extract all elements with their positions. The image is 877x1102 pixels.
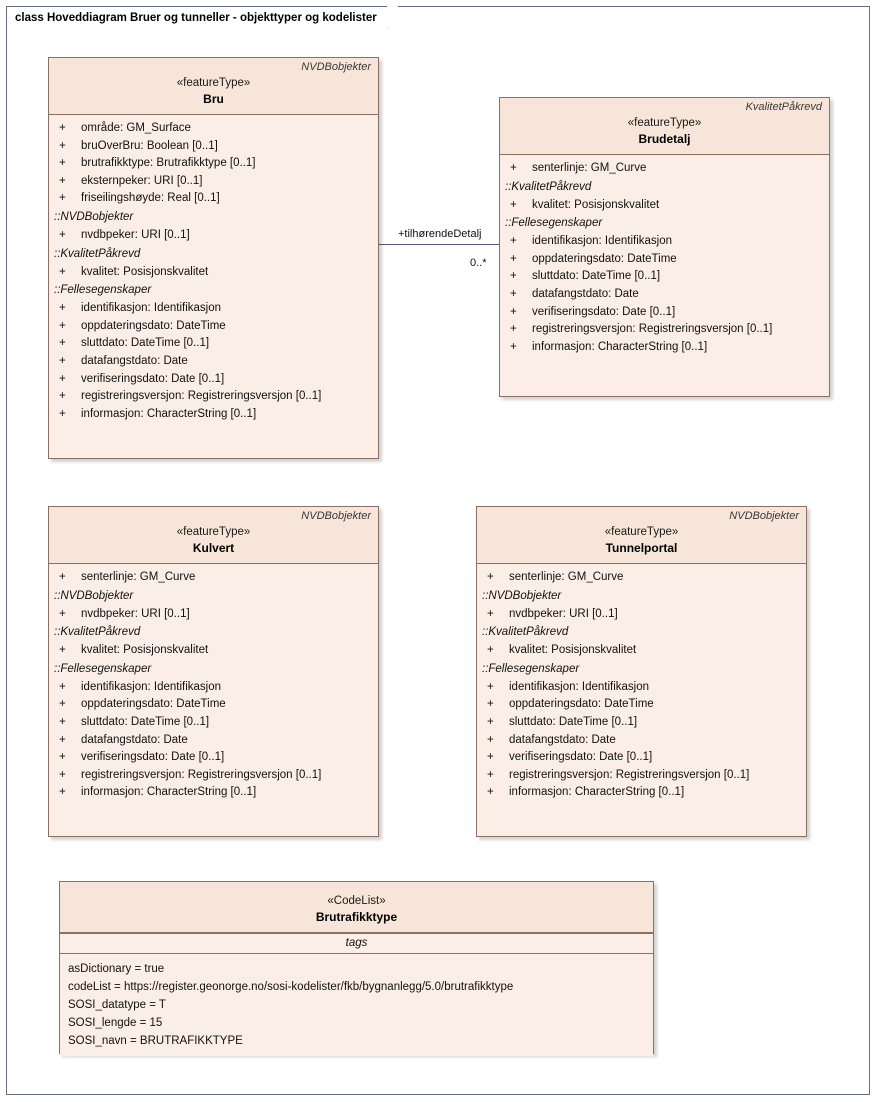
visibility-marker: + <box>59 157 66 170</box>
visibility-marker: + <box>487 768 494 781</box>
visibility-marker: + <box>510 270 517 283</box>
attribute-row: + verifiseringsdato: Date [0..1] <box>49 371 378 389</box>
attribute-row: + datafangstdato: Date <box>49 732 378 750</box>
class-body-kulvert <box>49 564 378 808</box>
stereotype-tunnelportal: «featureType» <box>604 526 679 538</box>
visibility-marker: + <box>59 698 66 711</box>
package-label-kulvert: NVDBobjekter <box>301 510 371 522</box>
package-label-tunnelportal: NVDBobjekter <box>729 510 799 522</box>
visibility-marker: + <box>59 733 66 746</box>
attribute-row: + datafangstdato: Date <box>49 353 378 371</box>
attribute-row: + oppdateringsdato: DateTime <box>477 696 806 714</box>
stereotype-brudetalj: «featureType» <box>627 117 702 129</box>
class-header-bru <box>49 58 378 115</box>
association-multiplicity-label: 0..* <box>470 257 487 269</box>
attribute-group-label: ::Fellesegenskaper <box>505 217 603 230</box>
visibility-marker: + <box>59 768 66 781</box>
attribute-row: + bruOverBru: Boolean [0..1] <box>49 138 378 156</box>
attribute-row: + verifiseringsdato: Date [0..1] <box>477 749 806 767</box>
visibility-marker: + <box>59 680 66 693</box>
diagram-title-tab <box>6 6 388 28</box>
visibility-marker: + <box>510 323 517 336</box>
attribute-group-label: ::NVDBobjekter <box>54 210 134 223</box>
attribute-row: + kvalitet: Posisjonskvalitet <box>49 642 378 660</box>
class-name-brutrafikktype: Brutrafikktype <box>315 910 398 924</box>
class-header-brudetalj <box>500 98 829 155</box>
class-header-tunnelportal <box>477 507 806 564</box>
attribute-row: + område: GM_Surface <box>49 120 378 138</box>
class-name-tunnelportal: Tunnelportal <box>605 541 678 555</box>
attribute-group-label: ::Fellesegenskaper <box>54 284 152 297</box>
visibility-marker: + <box>59 372 66 385</box>
package-label-brudetalj: KvalitetPåkrevd <box>745 101 822 113</box>
class-name-bru: Bru <box>203 92 224 106</box>
attribute-row: + oppdateringsdato: DateTime <box>49 696 378 714</box>
association-role-label: +tilhørendeDetalj <box>398 228 482 240</box>
tag-row: SOSI_navn = BRUTRAFIKKTYPE <box>68 1035 243 1047</box>
package-label-bru: NVDBobjekter <box>301 61 371 73</box>
visibility-marker: + <box>59 192 66 205</box>
attribute-row: + datafangstdato: Date <box>477 732 806 750</box>
attribute-group-label: ::Fellesegenskaper <box>54 662 152 675</box>
stereotype-brutrafikktype: «CodeList» <box>327 895 386 907</box>
visibility-marker: + <box>487 733 494 746</box>
attribute-row: + nvdbpeker: URI [0..1] <box>49 606 378 624</box>
attribute-group-label: ::KvalitetPåkrevd <box>505 180 592 193</box>
visibility-marker: + <box>510 252 517 265</box>
visibility-marker: + <box>59 302 66 315</box>
attribute-row: + registreringsversjon: Registreringsversjon [0..1] <box>477 767 806 785</box>
tag-row: SOSI_lengde = 15 <box>68 1017 163 1029</box>
attribute-group-label: ::KvalitetPåkrevd <box>482 626 569 639</box>
tag-row: codeList = https://register.geonorge.no/sosi-kodelister/fkb/bygnanlegg/5.0/brutrafikktype <box>68 981 514 993</box>
visibility-marker: + <box>59 751 66 764</box>
class-header-kulvert <box>49 507 378 564</box>
attribute-row: + sluttdato: DateTime [0..1] <box>49 714 378 732</box>
attribute-row: + identifikasjon: Identifikasjon <box>49 300 378 318</box>
attribute-row: + sluttdato: DateTime [0..1] <box>477 714 806 732</box>
visibility-marker: + <box>59 174 66 187</box>
visibility-marker: + <box>59 571 66 583</box>
attribute-row: + registreringsversjon: Registreringsversjon [0..1] <box>49 767 378 785</box>
attribute-group-label: ::Fellesegenskaper <box>482 662 580 675</box>
visibility-marker: + <box>487 680 494 693</box>
attribute-group-label: ::NVDBobjekter <box>482 589 562 602</box>
class-header-brutrafikktype <box>60 882 653 933</box>
stereotype-kulvert: «featureType» <box>176 526 251 538</box>
visibility-marker: + <box>487 786 494 799</box>
visibility-marker: + <box>59 122 66 134</box>
diagram-title: class Hoveddiagram Bruer og tunneller - objekttyper og kodelister <box>15 11 377 24</box>
visibility-marker: + <box>59 407 66 420</box>
association-line-horizontal <box>379 244 500 245</box>
attribute-row: + kvalitet: Posisjonskvalitet <box>49 264 378 282</box>
class-box-bru[interactable] <box>48 57 379 459</box>
visibility-marker: + <box>510 235 517 248</box>
visibility-marker: + <box>487 607 494 620</box>
visibility-marker: + <box>510 305 517 318</box>
attribute-row: + informasjon: CharacterString [0..1] <box>477 784 806 802</box>
visibility-marker: + <box>59 786 66 799</box>
class-body-brutrafikktype <box>60 954 653 1056</box>
visibility-marker: + <box>59 644 66 657</box>
attribute-row: + oppdateringsdato: DateTime <box>500 251 829 269</box>
attribute-row: + kvalitet: Posisjonskvalitet <box>477 642 806 660</box>
class-box-kulvert[interactable] <box>48 506 379 837</box>
attribute-row: + informasjon: CharacterString [0..1] <box>49 406 378 424</box>
visibility-marker: + <box>59 390 66 403</box>
class-body-tunnelportal <box>477 564 806 808</box>
attribute-group-label: ::KvalitetPåkrevd <box>54 626 141 639</box>
visibility-marker: + <box>59 354 66 367</box>
attribute-row: + identifikasjon: Identifikasjon <box>477 679 806 697</box>
visibility-marker: + <box>59 265 66 278</box>
attribute-row: + informasjon: CharacterString [0..1] <box>500 339 829 357</box>
attribute-row: + verifiseringsdato: Date [0..1] <box>500 304 829 322</box>
attribute-row: + identifikasjon: Identifikasjon <box>49 679 378 697</box>
visibility-marker: + <box>59 228 66 241</box>
attribute-group-label: ::KvalitetPåkrevd <box>54 247 141 260</box>
class-body-bru <box>49 115 378 429</box>
attribute-row: + datafangstdato: Date <box>500 286 829 304</box>
attribute-row: + sluttdato: DateTime [0..1] <box>500 268 829 286</box>
attribute-row: + oppdateringsdato: DateTime <box>49 318 378 336</box>
visibility-marker: + <box>510 340 517 353</box>
visibility-marker: + <box>487 571 494 583</box>
visibility-marker: + <box>59 319 66 332</box>
visibility-marker: + <box>510 287 517 300</box>
class-box-brutrafikktype[interactable] <box>59 881 654 1054</box>
class-box-brudetalj[interactable] <box>499 97 830 397</box>
visibility-marker: + <box>487 715 494 728</box>
class-box-tunnelportal[interactable] <box>476 506 807 837</box>
visibility-marker: + <box>59 139 66 152</box>
attribute-row: + kvalitet: Posisjonskvalitet <box>500 197 829 215</box>
visibility-marker: + <box>59 715 66 728</box>
class-body-brudetalj <box>500 155 829 362</box>
attribute-row: + nvdbpeker: URI [0..1] <box>477 606 806 624</box>
attribute-row: + identifikasjon: Identifikasjon <box>500 233 829 251</box>
attribute-row: + registreringsversjon: Registreringsversjon [0..1] <box>49 388 378 406</box>
visibility-marker: + <box>487 751 494 764</box>
attribute-row: + senterlinje: GM_Curve <box>500 160 829 178</box>
tag-row: asDictionary = true <box>68 963 165 975</box>
visibility-marker: + <box>487 698 494 711</box>
class-name-kulvert: Kulvert <box>192 541 235 555</box>
attribute-group-label: ::NVDBobjekter <box>54 589 134 602</box>
attribute-row: + sluttdato: DateTime [0..1] <box>49 335 378 353</box>
stereotype-bru: «featureType» <box>176 77 251 89</box>
class-name-brudetalj: Brudetalj <box>638 132 691 146</box>
attribute-row: + friseilingshøyde: Real [0..1] <box>49 190 378 208</box>
tags-section-header: tags <box>60 933 653 954</box>
attribute-row: + verifiseringsdato: Date [0..1] <box>49 749 378 767</box>
attribute-row: + senterlinje: GM_Curve <box>49 569 378 587</box>
attribute-row: + eksternpeker: URI [0..1] <box>49 173 378 191</box>
attribute-row: + informasjon: CharacterString [0..1] <box>49 784 378 802</box>
tag-row: SOSI_datatype = T <box>68 999 166 1011</box>
attribute-row: + registreringsversjon: Registreringsversjon [0..1] <box>500 321 829 339</box>
visibility-marker: + <box>510 162 517 174</box>
attribute-row: + senterlinje: GM_Curve <box>477 569 806 587</box>
visibility-marker: + <box>59 337 66 350</box>
attribute-row: + brutrafikktype: Brutrafikktype [0..1] <box>49 155 378 173</box>
visibility-marker: + <box>510 198 517 211</box>
visibility-marker: + <box>487 644 494 657</box>
attribute-row: + nvdbpeker: URI [0..1] <box>49 227 378 245</box>
visibility-marker: + <box>59 607 66 620</box>
